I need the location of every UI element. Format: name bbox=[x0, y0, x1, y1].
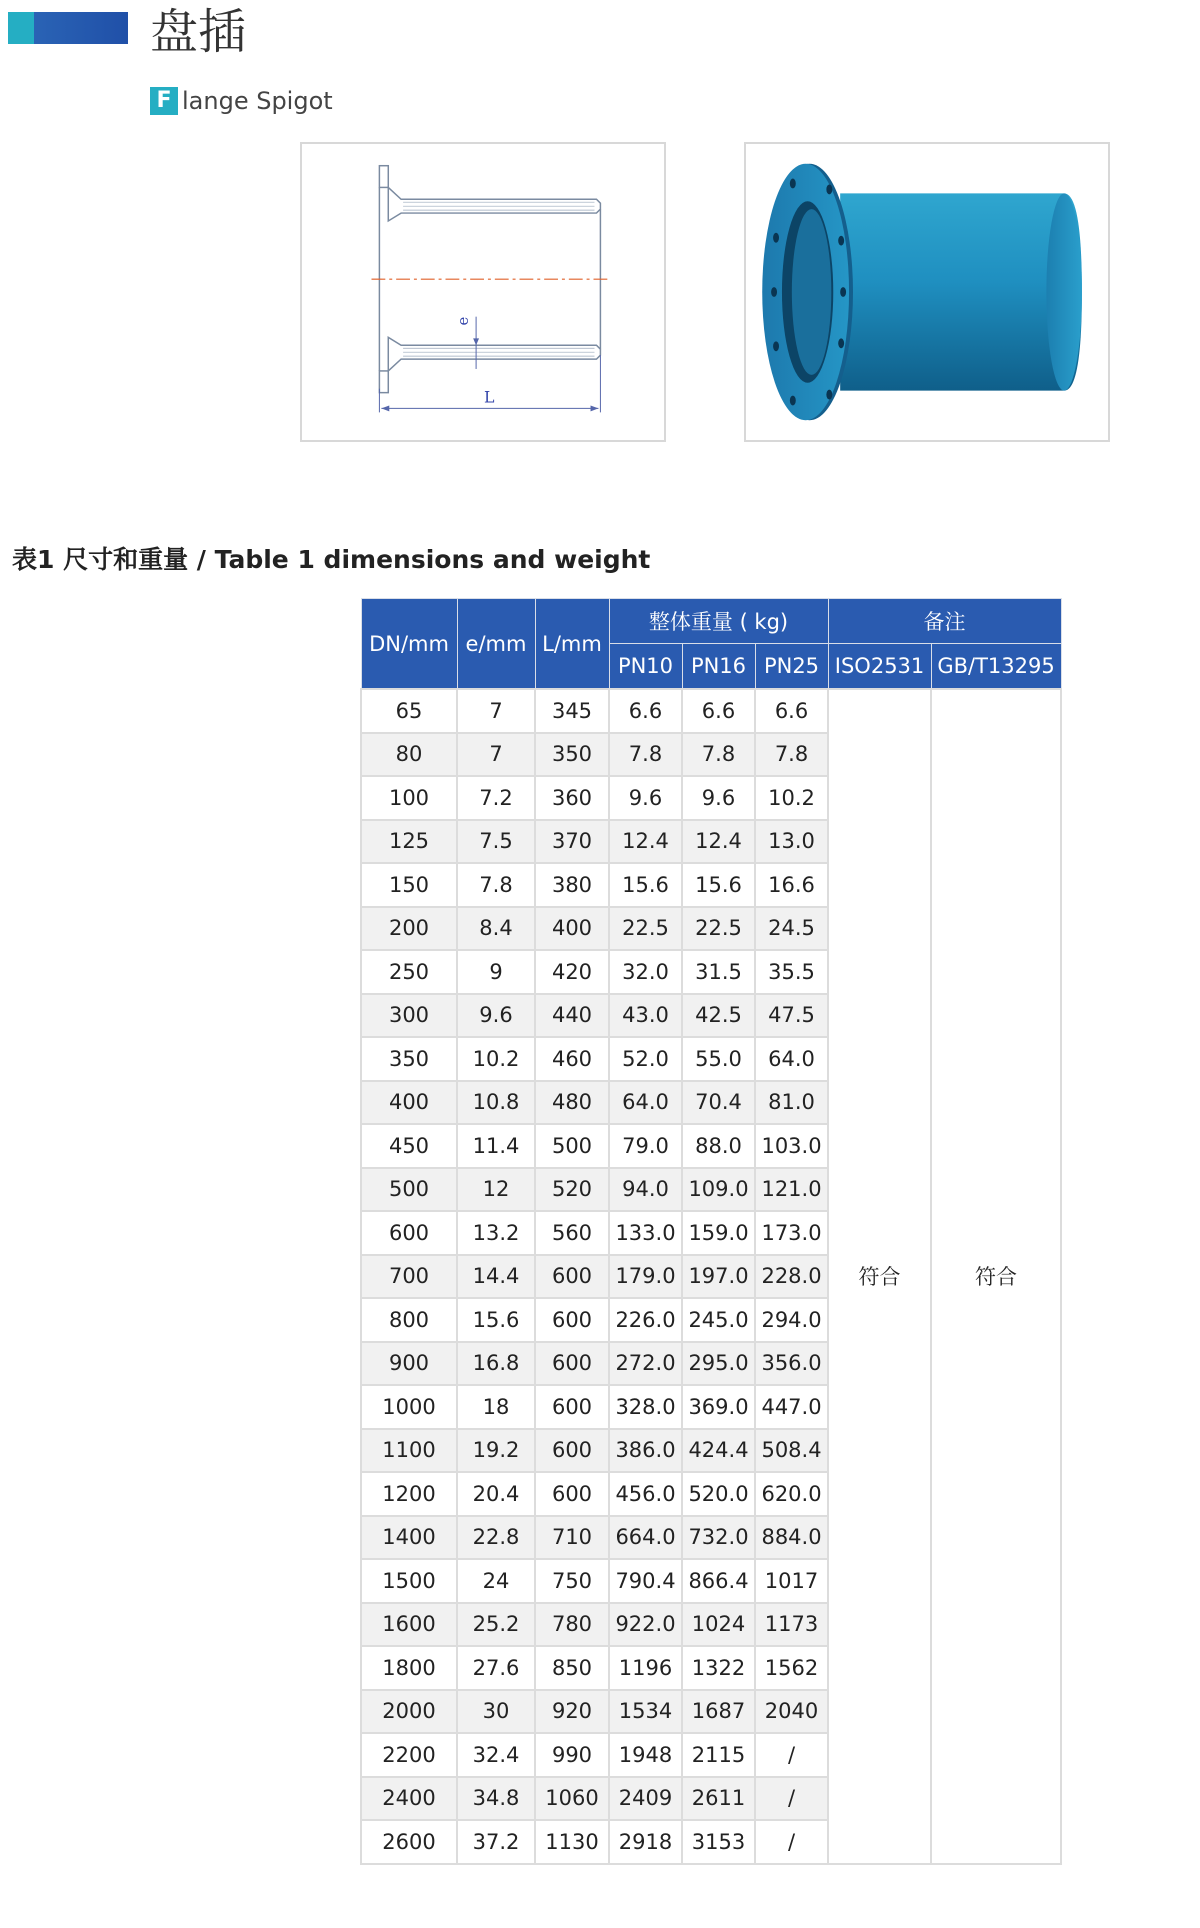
cell-pn25: 47.5 bbox=[755, 994, 828, 1038]
cell-pn10: 664.0 bbox=[609, 1516, 682, 1560]
cell-pn25: 884.0 bbox=[755, 1516, 828, 1560]
cell-pn16: 22.5 bbox=[682, 907, 755, 951]
cell-dn: 1500 bbox=[361, 1559, 457, 1603]
cell-dn: 125 bbox=[361, 820, 457, 864]
cell-pn16: 42.5 bbox=[682, 994, 755, 1038]
cell-pn16: 1024 bbox=[682, 1603, 755, 1647]
cell-dn: 200 bbox=[361, 907, 457, 951]
cell-pn16: 369.0 bbox=[682, 1385, 755, 1429]
cell-e: 7.2 bbox=[457, 776, 535, 820]
page-title: 盘插 bbox=[150, 4, 247, 60]
cell-pn10: 22.5 bbox=[609, 907, 682, 951]
cell-pn16: 424.4 bbox=[682, 1429, 755, 1473]
cell-pn16: 6.6 bbox=[682, 689, 755, 733]
cell-e: 19.2 bbox=[457, 1429, 535, 1473]
cell-pn25: 121.0 bbox=[755, 1168, 828, 1212]
cell-pn25: 13.0 bbox=[755, 820, 828, 864]
subtitle bbox=[150, 86, 333, 116]
cell-pn25: 1017 bbox=[755, 1559, 828, 1603]
cell-pn25: 64.0 bbox=[755, 1037, 828, 1081]
cell-pn25: / bbox=[755, 1820, 828, 1864]
cell-l: 750 bbox=[535, 1559, 609, 1603]
cell-l: 520 bbox=[535, 1168, 609, 1212]
cell-pn16: 7.8 bbox=[682, 733, 755, 777]
cell-l: 600 bbox=[535, 1472, 609, 1516]
cell-dn: 80 bbox=[361, 733, 457, 777]
header-remarks-group: 备注 bbox=[828, 599, 1061, 644]
cell-pn16: 197.0 bbox=[682, 1255, 755, 1299]
cell-dn: 65 bbox=[361, 689, 457, 733]
cell-l: 500 bbox=[535, 1124, 609, 1168]
cell-pn25: 35.5 bbox=[755, 950, 828, 994]
cell-l: 460 bbox=[535, 1037, 609, 1081]
cell-pn16: 3153 bbox=[682, 1820, 755, 1864]
cell-pn16: 1322 bbox=[682, 1646, 755, 1690]
cell-e: 37.2 bbox=[457, 1820, 535, 1864]
cell-e: 20.4 bbox=[457, 1472, 535, 1516]
dimensions-weight-table bbox=[360, 598, 1062, 1865]
accent-bar-blue bbox=[34, 12, 128, 44]
cell-pn10: 1196 bbox=[609, 1646, 682, 1690]
cell-l: 560 bbox=[535, 1211, 609, 1255]
cell-pn10: 9.6 bbox=[609, 776, 682, 820]
cell-e: 9.6 bbox=[457, 994, 535, 1038]
cell-dn: 300 bbox=[361, 994, 457, 1038]
cell-pn16: 2611 bbox=[682, 1777, 755, 1821]
table-body bbox=[361, 689, 1061, 1864]
cell-pn25: 2040 bbox=[755, 1690, 828, 1734]
cell-pn10: 133.0 bbox=[609, 1211, 682, 1255]
cell-l: 440 bbox=[535, 994, 609, 1038]
cell-pn10: 43.0 bbox=[609, 994, 682, 1038]
cell-l: 370 bbox=[535, 820, 609, 864]
cell-l: 400 bbox=[535, 907, 609, 951]
header-dn: DN/mm bbox=[361, 599, 457, 690]
accent-bar-cyan bbox=[8, 12, 34, 44]
header-gbt13295: GB/T13295 bbox=[931, 644, 1061, 690]
cell-e: 10.8 bbox=[457, 1081, 535, 1125]
cell-l: 480 bbox=[535, 1081, 609, 1125]
cell-pn25: 10.2 bbox=[755, 776, 828, 820]
cell-e: 8.4 bbox=[457, 907, 535, 951]
cell-iso2531-compliance: 符合 bbox=[828, 689, 931, 1864]
cell-pn16: 245.0 bbox=[682, 1298, 755, 1342]
cell-dn: 150 bbox=[361, 863, 457, 907]
cell-dn: 350 bbox=[361, 1037, 457, 1081]
cell-pn25: 228.0 bbox=[755, 1255, 828, 1299]
cell-pn10: 7.8 bbox=[609, 733, 682, 777]
cell-l: 850 bbox=[535, 1646, 609, 1690]
cell-dn: 1100 bbox=[361, 1429, 457, 1473]
cell-pn25: 173.0 bbox=[755, 1211, 828, 1255]
cell-pn16: 295.0 bbox=[682, 1342, 755, 1386]
cell-pn25: 508.4 bbox=[755, 1429, 828, 1473]
header-pn16: PN16 bbox=[682, 644, 755, 690]
cell-l: 920 bbox=[535, 1690, 609, 1734]
cell-pn25: 356.0 bbox=[755, 1342, 828, 1386]
cell-e: 34.8 bbox=[457, 1777, 535, 1821]
cell-pn16: 55.0 bbox=[682, 1037, 755, 1081]
cell-pn25: 24.5 bbox=[755, 907, 828, 951]
cell-e: 15.6 bbox=[457, 1298, 535, 1342]
cell-dn: 100 bbox=[361, 776, 457, 820]
cell-l: 600 bbox=[535, 1385, 609, 1429]
technical-drawing-frame bbox=[300, 142, 666, 442]
cell-dn: 1800 bbox=[361, 1646, 457, 1690]
cell-e: 16.8 bbox=[457, 1342, 535, 1386]
cell-dn: 450 bbox=[361, 1124, 457, 1168]
cell-pn16: 2115 bbox=[682, 1733, 755, 1777]
cell-pn10: 52.0 bbox=[609, 1037, 682, 1081]
cell-dn: 600 bbox=[361, 1211, 457, 1255]
table-row bbox=[361, 689, 1061, 733]
cell-e: 25.2 bbox=[457, 1603, 535, 1647]
cell-l: 780 bbox=[535, 1603, 609, 1647]
cell-dn: 250 bbox=[361, 950, 457, 994]
cell-e: 12 bbox=[457, 1168, 535, 1212]
cell-pn10: 12.4 bbox=[609, 820, 682, 864]
subtitle-text: lange Spigot bbox=[182, 87, 333, 115]
header-pn10: PN10 bbox=[609, 644, 682, 690]
cell-e: 18 bbox=[457, 1385, 535, 1429]
cell-dn: 2600 bbox=[361, 1820, 457, 1864]
cell-dn: 1000 bbox=[361, 1385, 457, 1429]
cell-l: 600 bbox=[535, 1298, 609, 1342]
cell-l: 990 bbox=[535, 1733, 609, 1777]
cell-l: 420 bbox=[535, 950, 609, 994]
cell-pn10: 790.4 bbox=[609, 1559, 682, 1603]
cell-pn16: 15.6 bbox=[682, 863, 755, 907]
cell-l: 710 bbox=[535, 1516, 609, 1560]
cell-pn25: / bbox=[755, 1777, 828, 1821]
cell-pn10: 386.0 bbox=[609, 1429, 682, 1473]
header-e: e/mm bbox=[457, 599, 535, 690]
cell-e: 7 bbox=[457, 733, 535, 777]
cell-pn25: 447.0 bbox=[755, 1385, 828, 1429]
cell-pn10: 1534 bbox=[609, 1690, 682, 1734]
cell-l: 360 bbox=[535, 776, 609, 820]
cell-dn: 2200 bbox=[361, 1733, 457, 1777]
cell-pn25: 16.6 bbox=[755, 863, 828, 907]
cell-pn16: 520.0 bbox=[682, 1472, 755, 1516]
flange-spigot-drawing bbox=[302, 144, 664, 440]
cell-pn10: 32.0 bbox=[609, 950, 682, 994]
cell-e: 24 bbox=[457, 1559, 535, 1603]
cell-dn: 700 bbox=[361, 1255, 457, 1299]
cell-pn10: 922.0 bbox=[609, 1603, 682, 1647]
cell-pn10: 1948 bbox=[609, 1733, 682, 1777]
cell-pn10: 64.0 bbox=[609, 1081, 682, 1125]
cell-e: 14.4 bbox=[457, 1255, 535, 1299]
cell-pn25: 6.6 bbox=[755, 689, 828, 733]
cell-e: 13.2 bbox=[457, 1211, 535, 1255]
cell-e: 22.8 bbox=[457, 1516, 535, 1560]
product-render-frame bbox=[744, 142, 1110, 442]
cell-e: 7.8 bbox=[457, 863, 535, 907]
cell-pn25: 103.0 bbox=[755, 1124, 828, 1168]
dimension-e-label: e bbox=[455, 316, 473, 326]
cell-pn25: 81.0 bbox=[755, 1081, 828, 1125]
cell-l: 600 bbox=[535, 1429, 609, 1473]
cell-pn16: 159.0 bbox=[682, 1211, 755, 1255]
cell-pn10: 226.0 bbox=[609, 1298, 682, 1342]
cell-pn16: 31.5 bbox=[682, 950, 755, 994]
table-caption: 表1 尺寸和重量 / Table 1 dimensions and weight bbox=[12, 545, 651, 574]
cell-pn25: 1562 bbox=[755, 1646, 828, 1690]
cell-pn16: 88.0 bbox=[682, 1124, 755, 1168]
dimension-L-label: L bbox=[483, 387, 495, 407]
header-iso2531: ISO2531 bbox=[828, 644, 931, 690]
cell-dn: 1600 bbox=[361, 1603, 457, 1647]
cell-l: 345 bbox=[535, 689, 609, 733]
cell-e: 9 bbox=[457, 950, 535, 994]
cell-dn: 800 bbox=[361, 1298, 457, 1342]
cell-pn10: 179.0 bbox=[609, 1255, 682, 1299]
cell-dn: 1400 bbox=[361, 1516, 457, 1560]
cell-pn16: 1687 bbox=[682, 1690, 755, 1734]
cell-pn16: 70.4 bbox=[682, 1081, 755, 1125]
cell-dn: 2000 bbox=[361, 1690, 457, 1734]
cell-pn25: / bbox=[755, 1733, 828, 1777]
cell-pn10: 15.6 bbox=[609, 863, 682, 907]
cell-e: 30 bbox=[457, 1690, 535, 1734]
cell-pn25: 1173 bbox=[755, 1603, 828, 1647]
cell-pn16: 866.4 bbox=[682, 1559, 755, 1603]
cell-pn25: 294.0 bbox=[755, 1298, 828, 1342]
cell-l: 350 bbox=[535, 733, 609, 777]
header-l: L/mm bbox=[535, 599, 609, 690]
cell-pn16: 109.0 bbox=[682, 1168, 755, 1212]
cell-pn10: 2409 bbox=[609, 1777, 682, 1821]
cell-e: 10.2 bbox=[457, 1037, 535, 1081]
cell-pn10: 328.0 bbox=[609, 1385, 682, 1429]
cell-e: 11.4 bbox=[457, 1124, 535, 1168]
cell-pn16: 732.0 bbox=[682, 1516, 755, 1560]
cell-pn10: 456.0 bbox=[609, 1472, 682, 1516]
flange-spigot-render bbox=[746, 144, 1108, 440]
cell-e: 32.4 bbox=[457, 1733, 535, 1777]
header-weight-group: 整体重量 ( kg) bbox=[609, 599, 828, 644]
cell-dn: 2400 bbox=[361, 1777, 457, 1821]
cell-e: 7.5 bbox=[457, 820, 535, 864]
cell-pn10: 6.6 bbox=[609, 689, 682, 733]
cell-pn10: 2918 bbox=[609, 1820, 682, 1864]
cell-l: 600 bbox=[535, 1342, 609, 1386]
cell-l: 1130 bbox=[535, 1820, 609, 1864]
cell-pn10: 272.0 bbox=[609, 1342, 682, 1386]
cell-pn25: 620.0 bbox=[755, 1472, 828, 1516]
cell-dn: 400 bbox=[361, 1081, 457, 1125]
cell-dn: 1200 bbox=[361, 1472, 457, 1516]
cell-dn: 500 bbox=[361, 1168, 457, 1212]
cell-l: 600 bbox=[535, 1255, 609, 1299]
cell-pn10: 79.0 bbox=[609, 1124, 682, 1168]
cell-e: 7 bbox=[457, 689, 535, 733]
cell-pn25: 7.8 bbox=[755, 733, 828, 777]
subtitle-initial-badge: F bbox=[150, 87, 178, 115]
cell-gbt13295-compliance: 符合 bbox=[931, 689, 1061, 1864]
cell-dn: 900 bbox=[361, 1342, 457, 1386]
header-pn25: PN25 bbox=[755, 644, 828, 690]
cell-pn16: 9.6 bbox=[682, 776, 755, 820]
cell-l: 1060 bbox=[535, 1777, 609, 1821]
cell-e: 27.6 bbox=[457, 1646, 535, 1690]
cell-pn10: 94.0 bbox=[609, 1168, 682, 1212]
cell-l: 380 bbox=[535, 863, 609, 907]
cell-pn16: 12.4 bbox=[682, 820, 755, 864]
